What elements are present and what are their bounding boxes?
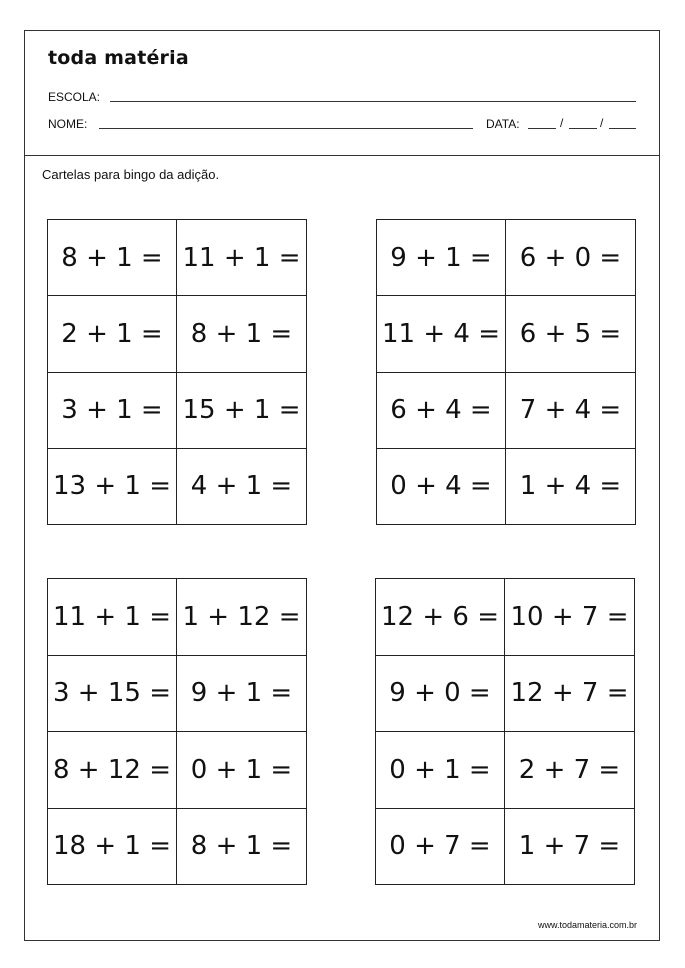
bingo-cell: 10 + 7 =: [505, 579, 634, 656]
bingo-cell: 4 + 1 =: [190, 471, 293, 502]
bingo-cell: 11 + 1 =: [48, 579, 177, 656]
bingo-cell: 7 + 4 =: [506, 373, 635, 449]
date-month-line[interactable]: [569, 128, 597, 129]
bingo-cell: 8 + 1 =: [177, 296, 306, 372]
bingo-cell: 3 + 1 =: [48, 373, 177, 449]
bingo-cell: 18 + 1 =: [48, 809, 177, 885]
bingo-card-2: [376, 219, 636, 525]
bingo-cell: 9 + 1 =: [177, 656, 306, 733]
bingo-card-4: [375, 578, 635, 885]
date-separator: /: [560, 116, 564, 130]
footer-url[interactable]: www.todamateria.com.br: [537, 920, 637, 930]
bingo-cell: 13 + 1 =: [48, 449, 177, 524]
date-year-line[interactable]: [609, 128, 636, 129]
bingo-cell: 11 + 1 =: [177, 220, 306, 296]
bingo-cell: 1 + 7 =: [518, 831, 621, 862]
bingo-cell: 3 + 15 =: [48, 656, 177, 733]
bingo-cell: 0 + 1 =: [177, 732, 306, 809]
bingo-cell: 0 + 7 =: [376, 809, 505, 885]
instruction-text: Cartelas para bingo da adição.: [42, 167, 220, 182]
bingo-cell: 9 + 0 =: [376, 656, 505, 733]
bingo-cell: 8 + 1 =: [190, 831, 293, 862]
date-label: DATA:: [486, 117, 520, 131]
worksheet: [24, 30, 660, 941]
bingo-cell: 12 + 6 =: [376, 579, 505, 656]
bingo-cell: 8 + 1 =: [48, 220, 177, 296]
date-separator: /: [600, 116, 604, 130]
bingo-cell: 15 + 1 =: [177, 373, 306, 449]
bingo-cell: 0 + 1 =: [376, 732, 505, 809]
name-field-line[interactable]: [99, 128, 473, 129]
bingo-cell: 1 + 12 =: [177, 579, 306, 656]
school-field-line[interactable]: [110, 101, 636, 102]
bingo-cell: 1 + 4 =: [519, 471, 622, 502]
bingo-cell: 6 + 4 =: [377, 373, 506, 449]
brand-logo: toda matéria: [48, 47, 189, 69]
bingo-cell: 8 + 12 =: [48, 732, 177, 809]
bingo-card-1: [47, 219, 307, 525]
bingo-cell: 6 + 0 =: [506, 220, 635, 296]
bingo-cell: 0 + 4 =: [377, 449, 506, 524]
bingo-cell: 11 + 4 =: [377, 296, 506, 372]
bingo-cell: 2 + 1 =: [48, 296, 177, 372]
name-label: NOME:: [48, 117, 88, 131]
bingo-cell: 9 + 1 =: [377, 220, 506, 296]
school-label: ESCOLA:: [48, 90, 101, 104]
worksheet-header: [25, 31, 659, 156]
date-day-line[interactable]: [528, 128, 556, 129]
bingo-cell: 12 + 7 =: [505, 656, 634, 733]
bingo-card-3: [47, 578, 307, 885]
bingo-cell: 6 + 5 =: [506, 296, 635, 372]
bingo-cell: 2 + 7 =: [505, 732, 634, 809]
